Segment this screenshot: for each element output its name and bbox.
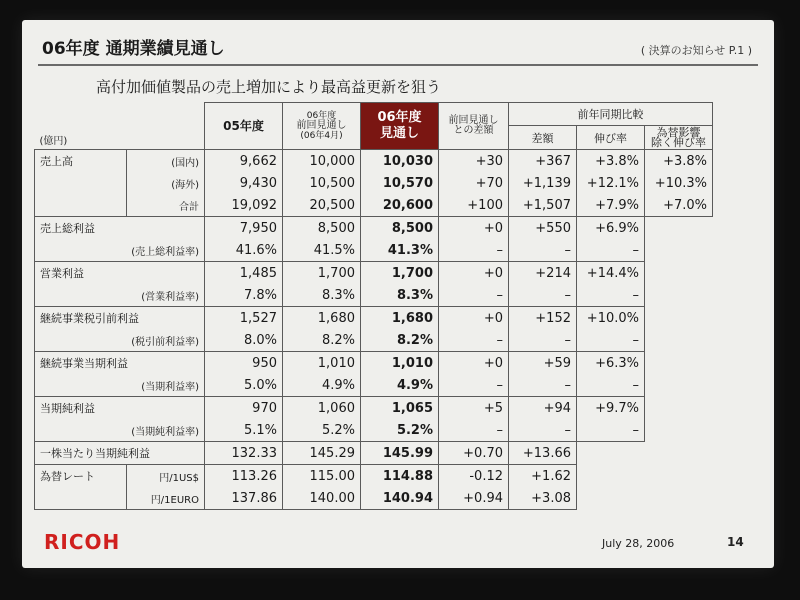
- header-fy05: 05年度: [205, 103, 283, 150]
- row-sublabel: (当期純利益率): [35, 419, 205, 442]
- cell-diff: –: [439, 284, 509, 307]
- cell-diff: +0: [439, 352, 509, 375]
- cell-prev: 1,010: [283, 352, 361, 375]
- cell-fy05: 5.1%: [205, 419, 283, 442]
- cell-fy06: 41.3%: [361, 239, 439, 262]
- cell-diff: –: [439, 374, 509, 397]
- cell-yoy-amount: –: [509, 239, 577, 262]
- cell-prev: 1,680: [283, 307, 361, 330]
- cell-fy05: 8.0%: [205, 329, 283, 352]
- row-label: 一株当たり当期純利益: [35, 442, 205, 465]
- row-sublabel: (海外): [127, 172, 205, 194]
- cell-prev: 4.9%: [283, 374, 361, 397]
- row-sublabel: 合計: [127, 194, 205, 217]
- cell-prev: 10,000: [283, 150, 361, 173]
- cell-diff: +30: [439, 150, 509, 173]
- header-diff: 前回見通し との差額: [439, 103, 509, 150]
- cell-fy05: 7,950: [205, 217, 283, 240]
- row-sublabel: 円/1EURO: [127, 487, 205, 510]
- cell-fy05: 9,430: [205, 172, 283, 194]
- cell-yoy-growth: –: [577, 284, 645, 307]
- row-label: [35, 194, 127, 217]
- cell-fy06: 8.2%: [361, 329, 439, 352]
- slide-subtitle: 高付加価値製品の売上増加により最高益更新を狙う: [96, 78, 442, 96]
- cell-fy06: 1,700: [361, 262, 439, 285]
- cell-yoy-growth: –: [577, 374, 645, 397]
- title-divider: [38, 64, 758, 66]
- cell-diff: +0: [439, 262, 509, 285]
- forecast-table-container: [34, 102, 713, 510]
- row-label: [35, 487, 127, 510]
- cell-prev: 1,060: [283, 397, 361, 420]
- header-prev-forecast: 06年度 前回見通し (06年4月): [283, 103, 361, 150]
- cell-diff: –: [439, 239, 509, 262]
- cell-diff: +0.94: [439, 487, 509, 510]
- slide: [22, 20, 774, 568]
- unit-label: (億円): [39, 136, 68, 147]
- cell-prev: 8,500: [283, 217, 361, 240]
- header-yoy-growth: 伸び率: [577, 126, 645, 150]
- cell-prev: 8.3%: [283, 284, 361, 307]
- cell-diff: -0.12: [439, 465, 509, 488]
- cell-yoy-growth: +3.8%: [577, 150, 645, 173]
- row-label: 当期純利益: [35, 397, 205, 420]
- row-sublabel: (売上総利益率): [35, 239, 205, 262]
- cell-prev: 115.00: [283, 465, 361, 488]
- cell-fx-growth: +7.0%: [645, 194, 713, 217]
- cell-yoy-growth: –: [577, 329, 645, 352]
- cell-yoy-growth: –: [577, 419, 645, 442]
- cell-yoy-amount: +550: [509, 217, 577, 240]
- cell-yoy-amount: +152: [509, 307, 577, 330]
- header-fx-growth: 為替影響 除く伸び率: [645, 126, 713, 150]
- cell-fy06: 114.88: [361, 465, 439, 488]
- row-label: 為替レート: [35, 465, 127, 488]
- cell-fy06: 1,010: [361, 352, 439, 375]
- cell-yoy-amount: –: [509, 419, 577, 442]
- cell-yoy-growth: +9.7%: [577, 397, 645, 420]
- cell-prev: 8.2%: [283, 329, 361, 352]
- cell-fy05: 1,485: [205, 262, 283, 285]
- row-label: 売上高: [35, 150, 127, 173]
- cell-fy05: 9,662: [205, 150, 283, 173]
- cell-fy06: 8.3%: [361, 284, 439, 307]
- cell-fy05: 7.8%: [205, 284, 283, 307]
- cell-yoy-growth: +7.9%: [577, 194, 645, 217]
- cell-yoy-growth: +6.3%: [577, 352, 645, 375]
- cell-yoy-amount: +1,139: [509, 172, 577, 194]
- row-label: 継続事業税引前利益: [35, 307, 205, 330]
- cell-fy05: 19,092: [205, 194, 283, 217]
- cell-diff: –: [439, 419, 509, 442]
- cell-diff: +0: [439, 307, 509, 330]
- cell-diff: –: [439, 329, 509, 352]
- cell-diff: +70: [439, 172, 509, 194]
- cell-fy05: 41.6%: [205, 239, 283, 262]
- source-note: ( 決算のお知らせ P.1 ): [640, 44, 752, 57]
- cell-fy05: 5.0%: [205, 374, 283, 397]
- cell-fy06: 1,680: [361, 307, 439, 330]
- cell-fx-growth: +10.3%: [645, 172, 713, 194]
- header-yoy-group: 前年同期比較: [509, 103, 713, 126]
- cell-prev: 145.29: [283, 442, 361, 465]
- cell-yoy-amount: +367: [509, 150, 577, 173]
- row-label: 売上総利益: [35, 217, 205, 240]
- row-label: [35, 172, 127, 194]
- slide-title: 06年度 通期業績見通し: [42, 39, 225, 59]
- cell-yoy-amount: –: [509, 284, 577, 307]
- cell-fy06: 5.2%: [361, 419, 439, 442]
- row-sublabel: (税引前利益率): [35, 329, 205, 352]
- cell-yoy-growth: +12.1%: [577, 172, 645, 194]
- cell-fy06: 140.94: [361, 487, 439, 510]
- cell-fy05: 137.86: [205, 487, 283, 510]
- cell-yoy-amount: –: [509, 329, 577, 352]
- cell-fy05: 1,527: [205, 307, 283, 330]
- cell-diff: +0: [439, 217, 509, 240]
- cell-fy05: 132.33: [205, 442, 283, 465]
- cell-fy05: 113.26: [205, 465, 283, 488]
- cell-fy06: 145.99: [361, 442, 439, 465]
- cell-yoy-amount: +3.08: [509, 487, 577, 510]
- cell-yoy-growth: +14.4%: [577, 262, 645, 285]
- row-sublabel: 円/1US$: [127, 465, 205, 488]
- cell-fy06: 20,600: [361, 194, 439, 217]
- cell-fx-growth: +3.8%: [645, 150, 713, 173]
- row-label: 継続事業当期利益: [35, 352, 205, 375]
- cell-prev: 20,500: [283, 194, 361, 217]
- cell-prev: 140.00: [283, 487, 361, 510]
- row-sublabel: (当期利益率): [35, 374, 205, 397]
- cell-yoy-growth: –: [577, 239, 645, 262]
- cell-prev: 1,700: [283, 262, 361, 285]
- cell-fy06: 10,570: [361, 172, 439, 194]
- cell-yoy-growth: +6.9%: [577, 217, 645, 240]
- cell-yoy-amount: –: [509, 374, 577, 397]
- cell-prev: 41.5%: [283, 239, 361, 262]
- cell-yoy-amount: +214: [509, 262, 577, 285]
- forecast-table: [34, 102, 713, 510]
- row-sublabel: (営業利益率): [35, 284, 205, 307]
- cell-fy06: 1,065: [361, 397, 439, 420]
- cell-prev: 5.2%: [283, 419, 361, 442]
- cell-diff: +100: [439, 194, 509, 217]
- cell-yoy-amount: +94: [509, 397, 577, 420]
- cell-fy06: 8,500: [361, 217, 439, 240]
- cell-prev: 10,500: [283, 172, 361, 194]
- cell-yoy-amount: +59: [509, 352, 577, 375]
- cell-yoy-amount: +1,507: [509, 194, 577, 217]
- cell-fy06: 10,030: [361, 150, 439, 173]
- cell-diff: +0.70: [439, 442, 509, 465]
- header-fy06-forecast: 06年度 見通し: [361, 103, 439, 150]
- cell-fy05: 970: [205, 397, 283, 420]
- header-yoy-amount: 差額: [509, 126, 577, 150]
- cell-diff: +5: [439, 397, 509, 420]
- page-number: 14: [727, 535, 744, 549]
- row-label: 営業利益: [35, 262, 205, 285]
- footer-date: July 28, 2006: [602, 537, 675, 550]
- cell-yoy-amount: +1.62: [509, 465, 577, 488]
- row-sublabel: (国内): [127, 150, 205, 173]
- cell-fy06: 4.9%: [361, 374, 439, 397]
- cell-yoy-amount: +13.66: [509, 442, 577, 465]
- cell-yoy-growth: +10.0%: [577, 307, 645, 330]
- cell-fy05: 950: [205, 352, 283, 375]
- ricoh-logo: RICOH: [44, 530, 121, 554]
